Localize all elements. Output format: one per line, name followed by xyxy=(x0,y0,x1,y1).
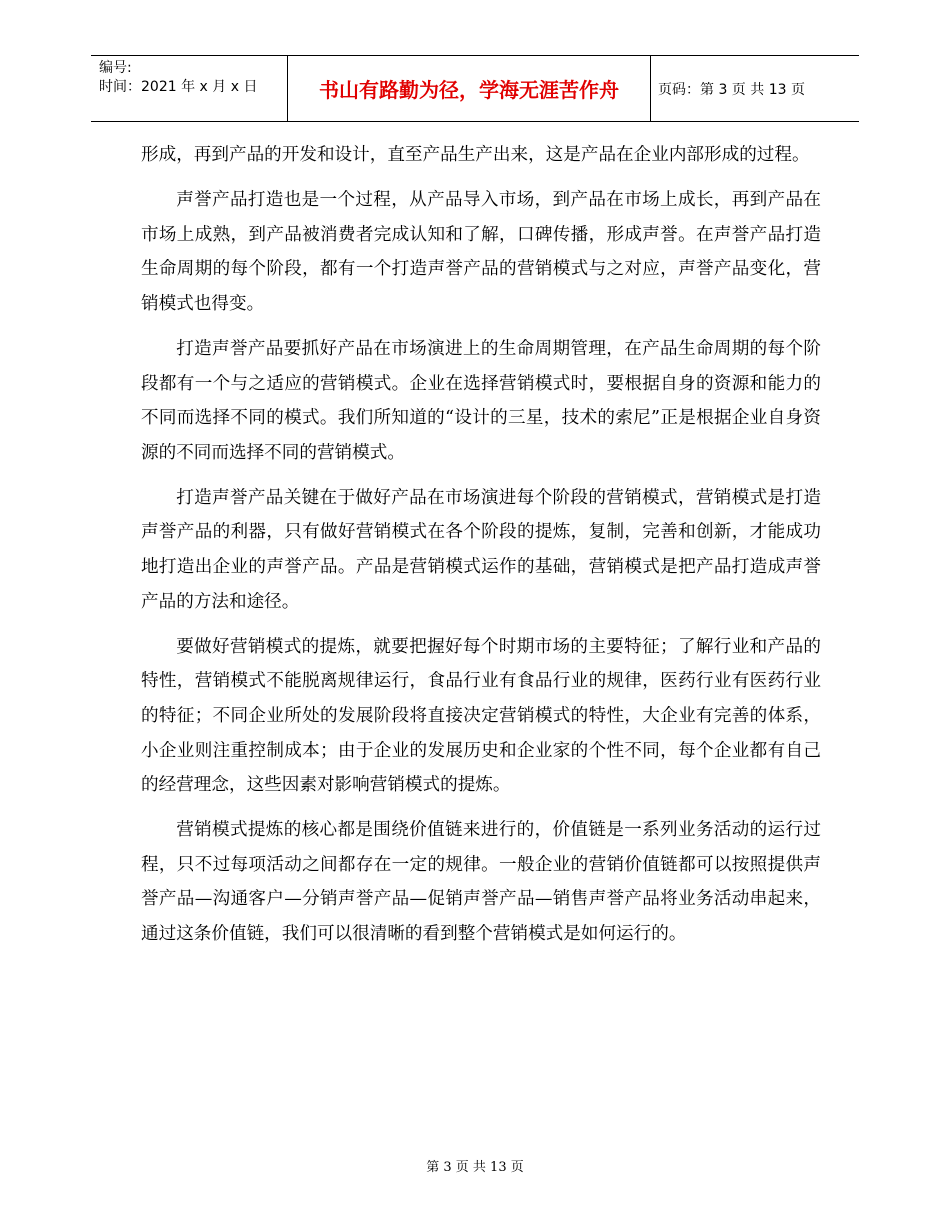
header-motto: 书山有路勤为径，学海无涯苦作舟 xyxy=(319,78,619,102)
time-label: 时间：2021 年 x 月 x 日 xyxy=(99,79,258,95)
page-footer: 第 3 页 共 13 页 xyxy=(426,1160,524,1175)
paragraph: 声誉产品打造也是一个过程，从产品导入市场，到产品在市场上成长，再到产品在市场上成熟，到产品被消费者完成认知和了解，口碑传播，形成声誉。在声誉产品打造生命周期的每个阶段，都有一个打造声誉产品的营销模式与之对应，声誉产品变化，营销模式也得变。 xyxy=(141,190,821,314)
paragraph: 营销模式提炼的核心都是围绕价值链来进行的，价值链是一系列业务活动的运行过程，只不过每项活动之间都存在一定的规律。一般企业的营销价值链都可以按照提供声誉产品—沟通客户—分销声誉产品—促销声誉产品—销售声誉产品将业务活动串起来，通过这条价值链，我们可以很清晰的看到整个营销模式是如何运行的。 xyxy=(141,820,821,944)
header-page-number: 页码：第 3 页 共 13 页 xyxy=(658,81,805,98)
header-meta xyxy=(99,59,257,97)
header-divider xyxy=(650,56,651,121)
page-header xyxy=(91,55,859,122)
number-label: 编号: xyxy=(99,60,132,76)
paragraph: 打造声誉产品关键在于做好产品在市场演进每个阶段的营销模式，营销模式是打造声誉产品的利器，只有做好营销模式在各个阶段的提炼，复制，完善和创新，才能成功地打造出企业的声誉产品。产品是营销模式运作的基础，营销模式是把产品打造成声誉产品的方法和途径。 xyxy=(141,487,821,612)
paragraph: 形成，再到产品的开发和设计，直至产品生产出来，这是产品在企业内部形成的过程。 xyxy=(141,145,810,165)
paragraph: 打造声誉产品要抓好产品在市场演进上的生命周期管理，在产品生命周期的每个阶段都有一个与之适应的营销模式。企业在选择营销模式时，要根据自身的资源和能力的不同而选择不同的模式。我们所知道的“设计的三星，技术的索尼”正是根据企业自身资源的不同而选择不同的营销模式。 xyxy=(141,338,821,463)
paragraph: 要做好营销模式的提炼，就要把握好每个时期市场的主要特征；了解行业和产品的特性，营销模式不能脱离规律运行，食品行业有食品行业的规律，医药行业有医药行业的特征；不同企业所处的发展阶段将直接决定营销模式的特性，大企业有完善的体系，小企业则注重控制成本；由于企业的发展历史和企业家的个性不同，每个企业都有自己的经营理念，这些因素对影响营销模式的提炼。 xyxy=(141,636,821,796)
document-body xyxy=(141,138,821,962)
